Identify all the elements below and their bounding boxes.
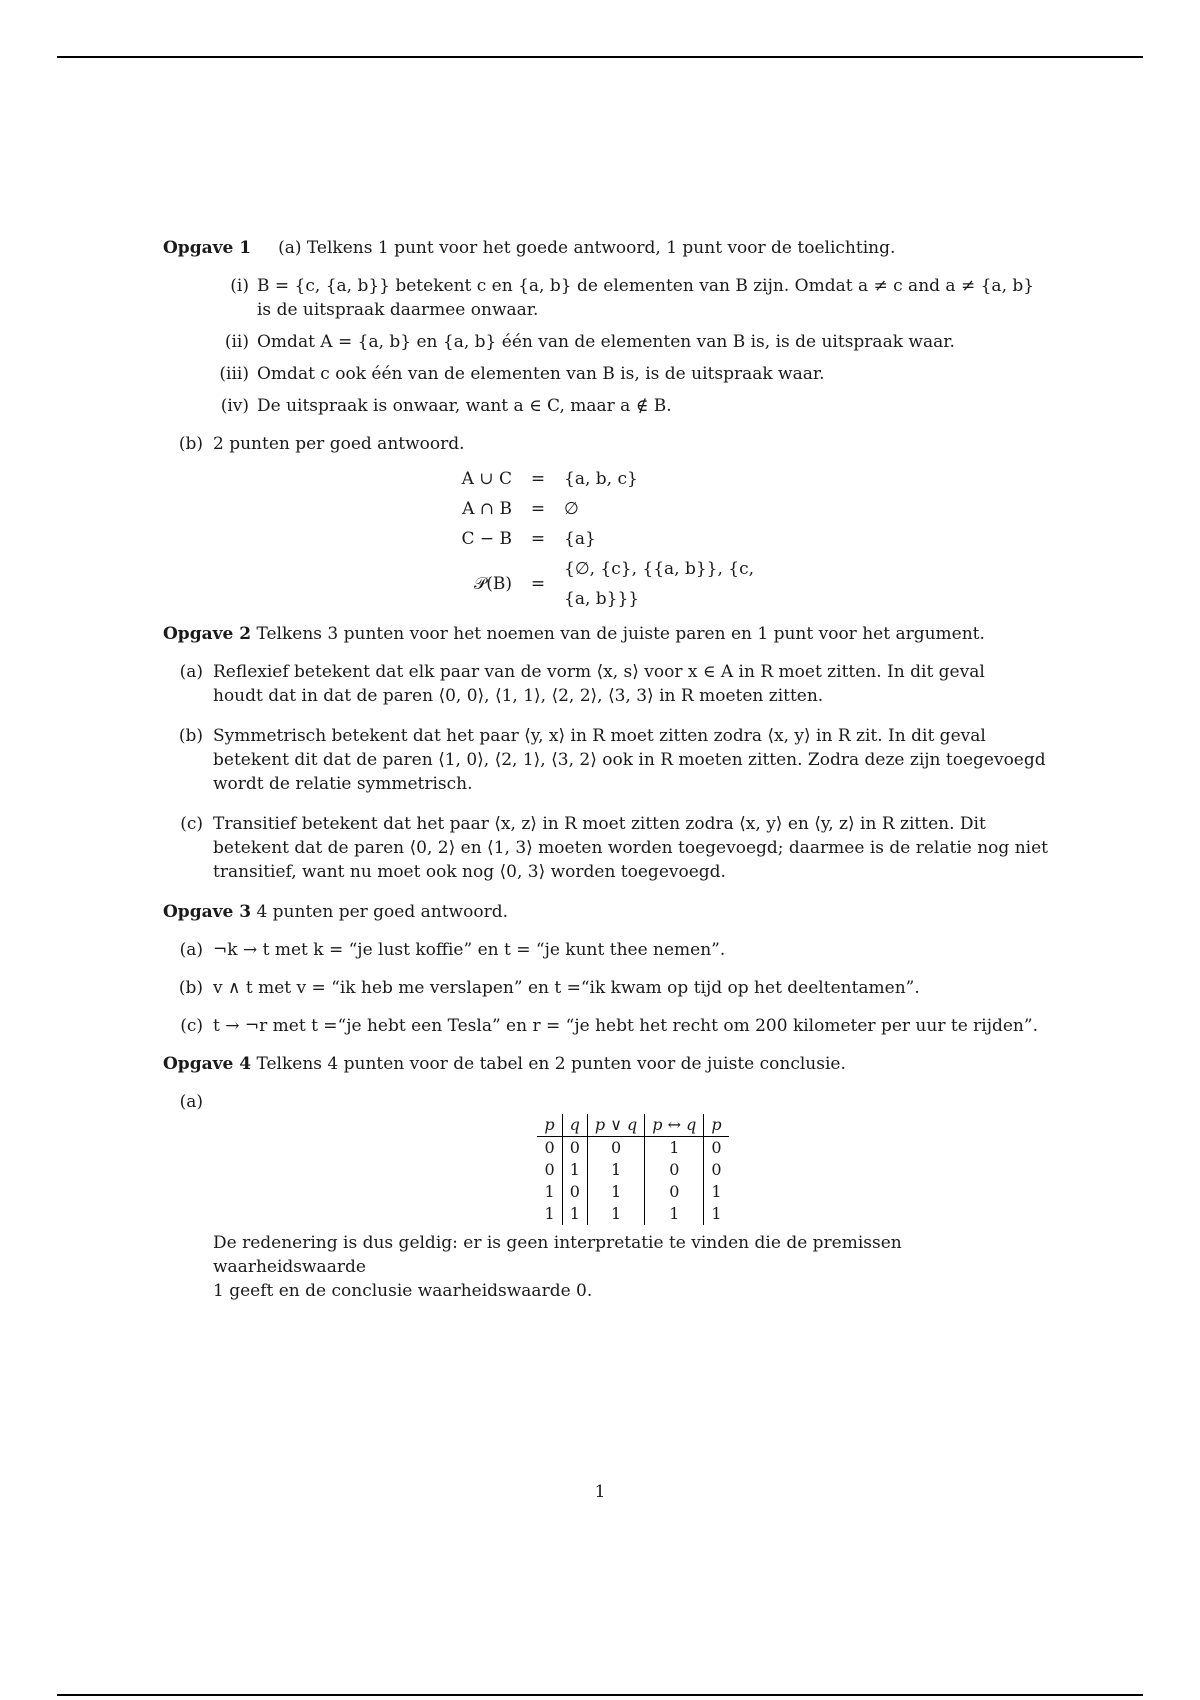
footer-rule xyxy=(57,1694,1143,1696)
item-label: (iii) xyxy=(219,364,249,384)
item-label: (b) xyxy=(178,726,203,746)
item-label: (c) xyxy=(180,814,203,834)
opgave1-b xyxy=(163,432,1053,456)
opgave3-item-a xyxy=(163,938,1053,962)
equation-row: A ∪ C = {a, b, c} xyxy=(461,469,638,489)
opgave4-text: Telkens 4 punten voor de tabel en 2 punten voor de juiste conclusie. xyxy=(256,1054,846,1074)
item-text: betekent dat de paren ⟨0, 2⟩ en ⟨1, 3⟩ moeten worden toegevoegd; daarmee is de relatie nog niet xyxy=(213,838,1048,858)
item-text: Symmetrisch betekent dat het paar ⟨y, x⟩ in R moet zitten zodra ⟨x, y⟩ in R zit. In dit geval xyxy=(213,726,986,746)
truth-table-header: p q p ∨ q p ↔ q p xyxy=(537,1114,728,1137)
item-text: t → ¬r met t =“je hebt een Tesla” en r = “je hebt het recht om 200 kilometer per uur te rijden”. xyxy=(213,1016,1038,1036)
opgave1-item-iv xyxy=(163,394,1053,418)
item-text: is de uitspraak daarmee onwaar. xyxy=(257,300,539,320)
opgave3-item-c xyxy=(163,1014,1053,1038)
equation-row: C − B = {a} xyxy=(461,529,596,549)
item-label: (iv) xyxy=(220,396,249,416)
truth-table-row: 0 0 0 1 0 xyxy=(537,1137,728,1160)
item-label: (a) xyxy=(179,1092,203,1112)
truth-table xyxy=(537,1114,728,1225)
opgave3-title: Opgave 3 xyxy=(163,902,252,922)
truth-table-row: 1 0 1 0 1 xyxy=(537,1181,728,1203)
item-text: 2 punten per goed antwoord. xyxy=(213,434,465,454)
conclusion-text: 1 geeft en de conclusie waarheidswaarde 0. xyxy=(213,1281,593,1301)
item-text: Omdat c ook één van de elementen van B is, is de uitspraak waar. xyxy=(257,364,825,384)
opgave4-item-a xyxy=(163,1090,1053,1303)
opgave1-heading xyxy=(163,236,1053,260)
opgave1-item-iii xyxy=(163,362,1053,386)
item-label: (i) xyxy=(230,276,249,296)
item-label: (c) xyxy=(180,1016,203,1036)
item-label: (b) xyxy=(178,978,203,998)
opgave2-item-b xyxy=(163,724,1053,796)
item-text: Omdat A = {a, b} en {a, b} één van de elementen van B is, is de uitspraak waar. xyxy=(257,332,955,352)
set-equations xyxy=(424,464,792,614)
opgave1-item-i xyxy=(163,274,1053,322)
truth-table-row: 1 1 1 1 1 xyxy=(537,1203,728,1225)
opgave4-heading xyxy=(163,1052,1053,1076)
opgave1-item-ii xyxy=(163,330,1053,354)
document-body xyxy=(163,236,1053,1303)
item-text: De uitspraak is onwaar, want a ∈ C, maar a ∉ B. xyxy=(257,396,672,416)
opgave3-heading xyxy=(163,900,1053,924)
opgave3-text: 4 punten per goed antwoord. xyxy=(256,902,508,922)
opgave2-text: Telkens 3 punten voor het noemen van de juiste paren en 1 punt voor het argument. xyxy=(256,624,985,644)
opgave1-title: Opgave 1 xyxy=(163,238,252,258)
opgave1-a-label: (a) xyxy=(278,238,302,258)
page-number: 1 xyxy=(594,1482,606,1502)
item-text: Transitief betekent dat het paar ⟨x, z⟩ in R moet zitten zodra ⟨x, y⟩ en ⟨y, z⟩ in R zitten. Dit xyxy=(213,814,986,834)
conclusion-text: De redenering is dus geldig: er is geen interpretatie te vinden die de premissen waarheidswaarde xyxy=(213,1233,902,1277)
item-label: (a) xyxy=(179,662,203,682)
opgave2-item-a xyxy=(163,660,1053,708)
item-text: ¬k → t met k = “je lust koffie” en t = “je kunt thee nemen”. xyxy=(213,940,726,960)
opgave1-a-text: Telkens 1 punt voor het goede antwoord, 1 punt voor de toelichting. xyxy=(306,238,896,258)
opgave3-item-b xyxy=(163,976,1053,1000)
opgave2-title: Opgave 2 xyxy=(163,624,252,644)
header-rule xyxy=(57,56,1143,58)
opgave2-heading xyxy=(163,622,1053,646)
equation-row: 𝒫(B) = {∅, {c}, {{a, b}}, {c, {a, b}}} xyxy=(473,559,755,609)
item-text: v ∧ t met v = “ik heb me verslapen” en t =“ik kwam op tijd op het deeltentamen”. xyxy=(213,978,920,998)
item-label: (ii) xyxy=(224,332,249,352)
opgave4-title: Opgave 4 xyxy=(163,1054,252,1074)
item-text: wordt de relatie symmetrisch. xyxy=(213,774,473,794)
item-label: (b) xyxy=(178,434,203,454)
item-text: Reflexief betekent dat elk paar van de vorm ⟨x, s⟩ voor x ∈ A in R moet zitten. In dit geval xyxy=(213,662,985,682)
item-text: B = {c, {a, b}} betekent c en {a, b} de elementen van B zijn. Omdat a ≠ c and a ≠ {a, b} xyxy=(257,276,1035,296)
item-text: transitief, want nu moet ook nog ⟨0, 3⟩ worden toegevoegd. xyxy=(213,862,726,882)
truth-table-row: 0 1 1 0 0 xyxy=(537,1159,728,1181)
item-label: (a) xyxy=(179,940,203,960)
item-text: houdt dat in dat de paren ⟨0, 0⟩, ⟨1, 1⟩, ⟨2, 2⟩, ⟨3, 3⟩ in R moeten zitten. xyxy=(213,686,824,706)
opgave2-item-c xyxy=(163,812,1053,884)
equation-row: A ∩ B = ∅ xyxy=(462,499,579,519)
item-text: betekent dit dat de paren ⟨1, 0⟩, ⟨2, 1⟩, ⟨3, 2⟩ ook in R moeten zitten. Zodra deze zijn toegevoegd xyxy=(213,750,1046,770)
